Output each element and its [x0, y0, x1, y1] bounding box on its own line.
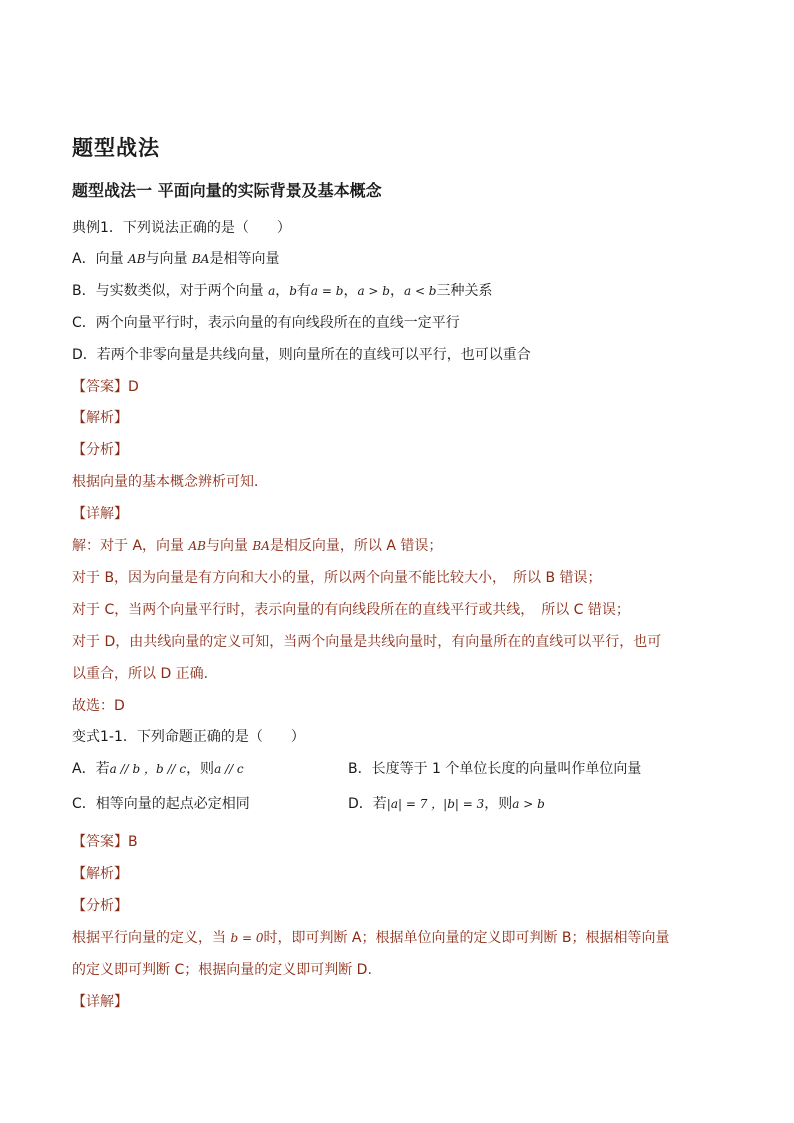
- variant-answer-label: 【答案】B: [72, 834, 138, 850]
- detail-line-2: 对于 B，因为向量是有方向和大小的量，所以两个向量不能比较大小， 所以 B 错误；: [72, 570, 602, 586]
- analysis-label: 【解析】: [72, 410, 128, 426]
- variant-1-question: 变式1-1．下列命题正确的是（ ）: [72, 729, 305, 745]
- variant-analysis-label: 【解析】: [72, 866, 128, 882]
- variant-option-c: C．相等向量的起点必定相同: [72, 796, 250, 812]
- detail-line-4: 对于 D，由共线向量的定义可知，当两个向量是共线向量时，有向量所在的直线可以平行，也可: [72, 634, 662, 650]
- option-c: C．两个向量平行时，表示向量的有向线段所在的直线一定平行: [72, 315, 460, 331]
- variant-option-a: A．若a // b ，b // c，则a // c: [72, 761, 244, 777]
- variant-fenxi-line-1: 根据平行向量的定义，当 b = 0时，即可判断 A；根据单位向量的定义即可判断 B；根据相等向量: [72, 930, 670, 946]
- vector-ab: AB: [128, 252, 146, 266]
- variant-option-d: D．若|a| = 7 ，|b| = 3，则a > b: [348, 796, 545, 812]
- answer-label: 【答案】D: [72, 379, 139, 395]
- detail-label: 【详解】: [72, 506, 128, 522]
- detail-line-5: 以重合，所以 D 正确.: [72, 666, 209, 682]
- fenxi-label: 【分析】: [72, 442, 128, 458]
- option-d: D．若两个非零向量是共线向量，则向量所在的直线可以平行，也可以重合: [72, 347, 531, 363]
- detail-line-1: 解：对于 A，向量 AB与向量 BA是相反向量，所以 A 错误；: [72, 538, 443, 554]
- fenxi-text: 根据向量的基本概念辨析可知．: [72, 474, 268, 490]
- page-title: 题型战法: [72, 136, 160, 160]
- option-a: A．向量 AB与向量 BA是相等向量: [72, 251, 280, 267]
- section-heading: 题型战法一 平面向量的实际背景及基本概念: [72, 181, 382, 200]
- vector-ba: BA: [191, 252, 210, 266]
- option-b: B．与实数类似，对于两个向量 a，b有a = b，a > b，a < b三种关系: [72, 283, 493, 299]
- variant-fenxi-line-2: 的定义即可判断 C；根据向量的定义即可判断 D.: [72, 962, 372, 978]
- variant-detail-label: 【详解】: [72, 994, 128, 1010]
- example-1-question: 典例1．下列说法正确的是（ ）: [72, 220, 291, 236]
- variant-option-b: B．长度等于 1 个单位长度的向量叫作单位向量: [348, 761, 642, 777]
- choose-line: 故选：D: [72, 698, 125, 714]
- detail-line-3: 对于 C，当两个向量平行时，表示向量的有向线段所在的直线平行或共线， 所以 C 错误；: [72, 602, 630, 618]
- variant-fenxi-label: 【分析】: [72, 898, 128, 914]
